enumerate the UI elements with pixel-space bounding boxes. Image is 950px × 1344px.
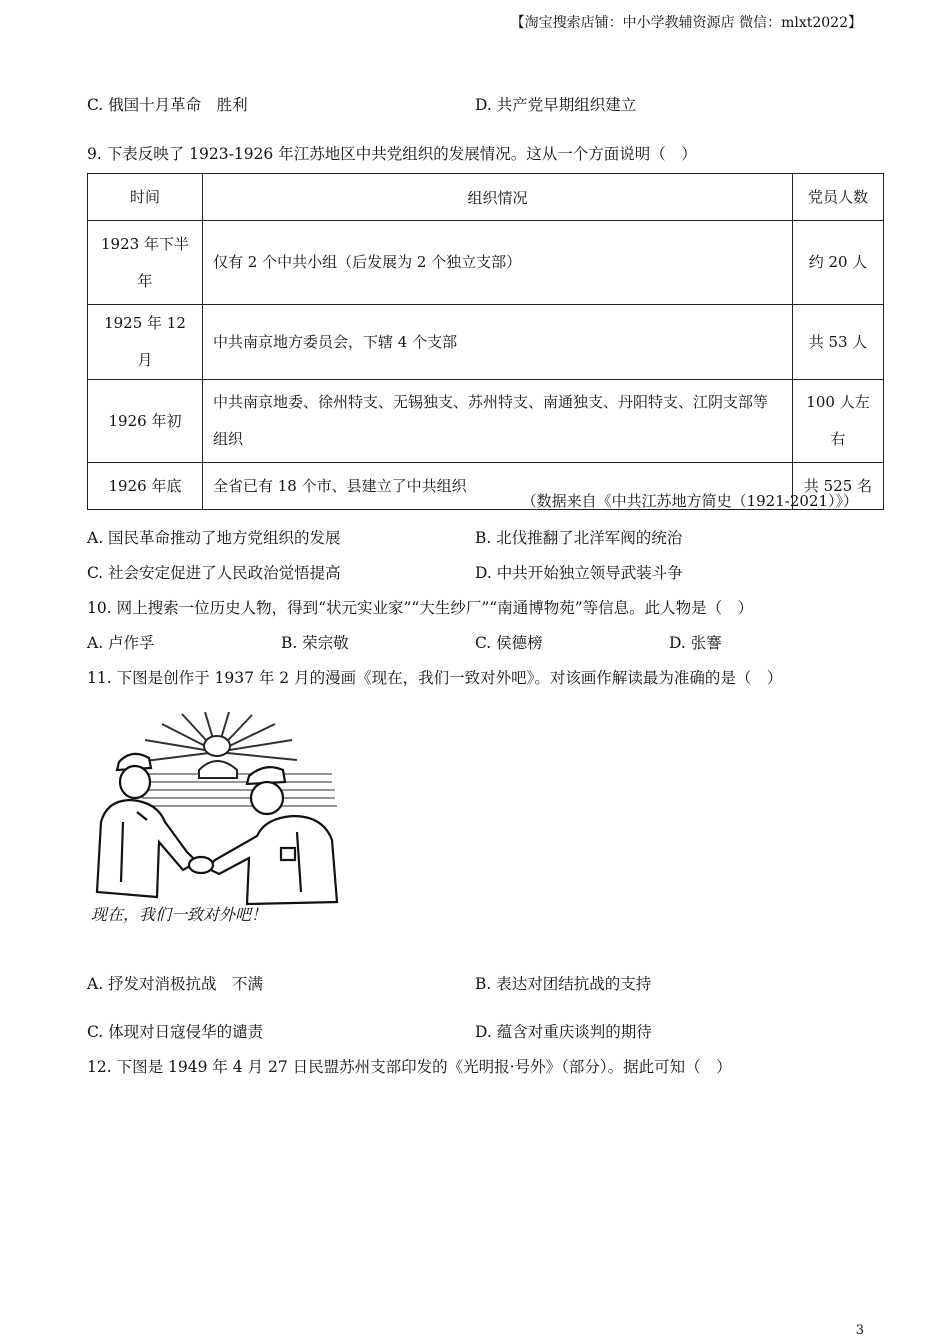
q8-option-d: D. 共产党早期组织建立 xyxy=(475,96,637,114)
cartoon-caption: 现在，我们一致对外吧！ xyxy=(91,905,268,924)
header-watermark-note: 【淘宝搜索店铺：中小学教辅资源店 微信：mlxt2022】 xyxy=(510,15,862,31)
table-header-org: 组织情况 xyxy=(203,174,793,221)
table-header-row xyxy=(88,174,884,221)
table-source-note: （数据来自《中共江苏地方简史（1921-2021）》） xyxy=(521,492,858,510)
table-cell-count: 约 20 人 xyxy=(793,221,884,305)
q10-option-c: C. 侯德榜 xyxy=(475,634,543,652)
table-row xyxy=(88,305,884,380)
q11-option-b: B. 表达对团结抗战的支持 xyxy=(475,975,652,993)
table-cell-time: 1923 年下半年 xyxy=(88,221,203,305)
q10-option-b: B. 荣宗敬 xyxy=(281,634,349,652)
q11-stem: 11. 下图是创作于 1937 年 2 月的漫画《现在，我们一致对外吧》。对该画作解读最为准确的是（ ） xyxy=(87,669,783,687)
q9-option-a: A. 国民革命推动了地方党组织的发展 xyxy=(87,529,341,547)
table-header-count: 党员人数 xyxy=(793,174,884,221)
table-cell-org: 仅有 2 个中共小组（后发展为 2 个独立支部） xyxy=(203,221,793,305)
page-number: 3 xyxy=(855,1323,864,1338)
q8-option-c: C. 俄国十月革命 胜利 xyxy=(87,96,248,114)
table-header-time: 时间 xyxy=(88,174,203,221)
left-soldier-figure xyxy=(97,754,197,897)
handshake-icon xyxy=(189,857,213,873)
q9-table xyxy=(87,173,884,510)
q9-option-b: B. 北伐推翻了北洋军阀的统治 xyxy=(475,529,683,547)
background-figure xyxy=(199,736,237,778)
table-cell-org: 中共南京地委、徐州特支、无锡独支、苏州特支、南通独支、丹阳特支、江阴支部等组织 xyxy=(203,380,793,463)
table-cell-org: 全省已有 18 个市、县建立了中共组织 xyxy=(203,463,793,510)
q9-option-c: C. 社会安定促进了人民政治觉悟提高 xyxy=(87,564,341,582)
table-cell-time: 1925 年 12 月 xyxy=(88,305,203,380)
table-cell-count: 100 人左右 xyxy=(793,380,884,463)
q10-option-a: A. 卢作孚 xyxy=(87,634,155,652)
q10-option-d: D. 张謇 xyxy=(669,634,722,652)
q10-stem: 10. 网上搜索一位历史人物，得到“状元实业家”“大生纱厂”“南通博物苑”等信息。此人物是（ ） xyxy=(87,599,754,617)
q11-option-c: C. 体现对日寇侵华的谴责 xyxy=(87,1023,264,1041)
table-cell-time: 1926 年底 xyxy=(88,463,203,510)
table-cell-count: 共 53 人 xyxy=(793,305,884,380)
table-cell-org: 中共南京地方委员会，下辖 4 个支部 xyxy=(203,305,793,380)
q12-stem: 12. 下图是 1949 年 4 月 27 日民盟苏州支部印发的《光明报·号外》（部分）。据此可知（ ） xyxy=(87,1058,732,1076)
q11-option-d: D. 蕴含对重庆谈判的期待 xyxy=(475,1023,652,1041)
q11-option-a: A. 抒发对消极抗战 不满 xyxy=(87,975,264,993)
handshake-cartoon-image xyxy=(87,712,349,928)
q9-stem: 9. 下表反映了 1923-1926 年江苏地区中共党组织的发展情况。这从一个方面说明（ ） xyxy=(87,145,697,163)
table-row xyxy=(88,380,884,463)
table-cell-count: 共 525 名 xyxy=(793,463,884,510)
table-row xyxy=(88,221,884,305)
q9-option-d: D. 中共开始独立领导武装斗争 xyxy=(475,564,683,582)
horizon-hatching xyxy=(142,774,337,806)
right-soldier-figure xyxy=(207,767,337,904)
table-cell-time: 1926 年初 xyxy=(88,380,203,463)
